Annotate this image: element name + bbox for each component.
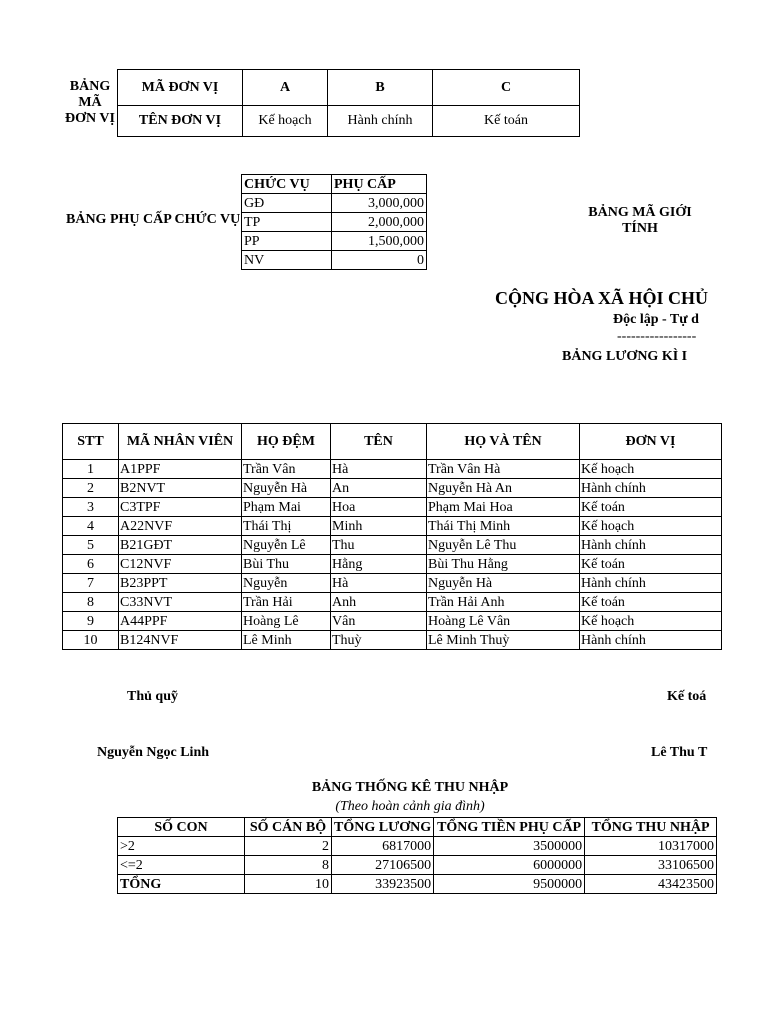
stats-count-cell[interactable]: 10 xyxy=(245,875,332,894)
col-header-last-name: HỌ ĐỆM xyxy=(242,424,331,460)
unit-cell[interactable]: Hành chính xyxy=(580,536,722,555)
first-name-cell[interactable]: Hằng xyxy=(331,555,427,574)
stt-cell[interactable]: 2 xyxy=(63,479,119,498)
gender-label-line: TÍNH xyxy=(622,221,658,236)
stt-cell[interactable]: 4 xyxy=(63,517,119,536)
first-name-cell[interactable]: Thuỳ xyxy=(331,631,427,650)
last-name-cell[interactable]: Hoàng Lê xyxy=(242,612,331,631)
full-name-cell[interactable]: Nguyễn Lê Thu xyxy=(427,536,580,555)
stats-header-total-salary: TỔNG LƯƠNG xyxy=(332,818,434,837)
allowance-position[interactable]: PP xyxy=(242,232,332,251)
full-name-cell[interactable]: Trần Vân Hà xyxy=(427,460,580,479)
first-name-cell[interactable]: Hà xyxy=(331,460,427,479)
unit-side-label-line: ĐƠN VỊ xyxy=(65,111,115,126)
stats-label-cell[interactable]: >2 xyxy=(118,837,245,856)
income-stats-table xyxy=(117,817,717,894)
unit-cell[interactable]: Hành chính xyxy=(580,631,722,650)
unit-code-cell[interactable]: C xyxy=(433,70,580,106)
col-header-employee-code: MÃ NHÂN VIÊN xyxy=(119,424,242,460)
first-name-cell[interactable]: Thu xyxy=(331,536,427,555)
full-name-cell[interactable]: Hoàng Lê Vân xyxy=(427,612,580,631)
first-name-cell[interactable]: Anh xyxy=(331,593,427,612)
stats-salary-cell[interactable]: 27106500 xyxy=(332,856,434,875)
employee-row xyxy=(63,498,722,517)
accountant-title: Kế toá xyxy=(667,689,707,704)
stt-cell[interactable]: 5 xyxy=(63,536,119,555)
employee-row xyxy=(63,536,722,555)
stt-cell[interactable]: 3 xyxy=(63,498,119,517)
unit-name-cell[interactable]: Kế toán xyxy=(433,106,580,137)
employee-row xyxy=(63,631,722,650)
income-stats-row xyxy=(118,856,717,875)
unit-table xyxy=(117,69,580,137)
unit-code-row xyxy=(118,70,580,106)
unit-cell[interactable]: Kế hoạch xyxy=(580,517,722,536)
allowance-header-row xyxy=(242,175,427,194)
full-name-cell[interactable]: Bùi Thu Hằng xyxy=(427,555,580,574)
stats-allowance-cell[interactable]: 3500000 xyxy=(434,837,585,856)
unit-name-cell[interactable]: Hành chính xyxy=(328,106,433,137)
stt-cell[interactable]: 9 xyxy=(63,612,119,631)
motto-underline: ----------------- xyxy=(617,329,697,344)
unit-cell[interactable]: Kế toán xyxy=(580,555,722,574)
first-name-cell[interactable]: Vân xyxy=(331,612,427,631)
stats-income-cell[interactable]: 33106500 xyxy=(585,856,717,875)
employee-header-row xyxy=(63,424,722,460)
employee-code-cell[interactable]: B124NVF xyxy=(119,631,242,650)
employee-code-cell[interactable]: C3TPF xyxy=(119,498,242,517)
last-name-cell[interactable]: Nguyễn xyxy=(242,574,331,593)
last-name-cell[interactable]: Bùi Thu xyxy=(242,555,331,574)
stt-cell[interactable]: 6 xyxy=(63,555,119,574)
unit-code-cell[interactable]: B xyxy=(328,70,433,106)
allowance-header-amount: PHỤ CẤP xyxy=(332,175,427,194)
stats-income-cell[interactable]: 10317000 xyxy=(585,837,717,856)
col-header-first-name: TÊN xyxy=(331,424,427,460)
col-header-stt: STT xyxy=(63,424,119,460)
full-name-cell[interactable]: Trần Hải Anh xyxy=(427,593,580,612)
employee-code-cell[interactable]: A1PPF xyxy=(119,460,242,479)
income-stats-header-row xyxy=(118,818,717,837)
gender-table-label xyxy=(580,205,700,237)
employee-row xyxy=(63,479,722,498)
col-header-unit: ĐƠN VỊ xyxy=(580,424,722,460)
allowance-row xyxy=(242,194,427,213)
stats-header-total-income: TỔNG THU NHẬP xyxy=(585,818,717,837)
stats-count-cell[interactable]: 2 xyxy=(245,837,332,856)
allowance-table xyxy=(241,174,427,270)
stats-allowance-cell[interactable]: 9500000 xyxy=(434,875,585,894)
motto: Độc lập - Tự d xyxy=(613,312,699,327)
unit-table-side-label xyxy=(62,79,118,127)
last-name-cell[interactable]: Thái Thị xyxy=(242,517,331,536)
treasurer-name: Nguyễn Ngọc Linh xyxy=(97,745,210,760)
employee-code-cell[interactable]: C33NVT xyxy=(119,593,242,612)
last-name-cell[interactable]: Trần Hải xyxy=(242,593,331,612)
stats-salary-cell[interactable]: 33923500 xyxy=(332,875,434,894)
stats-label-cell[interactable]: TỔNG xyxy=(118,875,245,894)
income-stats-body xyxy=(118,837,717,894)
unit-cell[interactable]: Kế hoạch xyxy=(580,612,722,631)
accountant-name: Lê Thu T xyxy=(651,745,708,760)
employee-row xyxy=(63,517,722,536)
full-name-cell[interactable]: Nguyễn Hà An xyxy=(427,479,580,498)
republic-heading: CỘNG HÒA XÃ HỘI CHỦ xyxy=(495,288,709,308)
unit-name-row xyxy=(118,106,580,137)
employee-code-cell[interactable]: B2NVT xyxy=(119,479,242,498)
stats-header-staff-count: SỐ CÁN BỘ xyxy=(245,818,332,837)
unit-cell[interactable]: Kế toán xyxy=(580,498,722,517)
first-name-cell[interactable]: Hoa xyxy=(331,498,427,517)
last-name-cell[interactable]: Nguyễn Hà xyxy=(242,479,331,498)
allowance-amount[interactable]: 1,500,000 xyxy=(332,232,427,251)
stats-header-total-allowance: TỔNG TIỀN PHỤ CẤP xyxy=(434,818,585,837)
unit-cell[interactable]: Kế toán xyxy=(580,593,722,612)
unit-cell[interactable]: Kế hoạch xyxy=(580,460,722,479)
unit-side-label-line: BẢNG xyxy=(69,79,111,94)
employee-code-cell[interactable]: B23PPT xyxy=(119,574,242,593)
last-name-cell[interactable]: Lê Minh xyxy=(242,631,331,650)
employee-row xyxy=(63,612,722,631)
col-header-full-name: HỌ VÀ TÊN xyxy=(427,424,580,460)
employee-code-cell[interactable]: A22NVF xyxy=(119,517,242,536)
stt-cell[interactable]: 10 xyxy=(63,631,119,650)
stt-cell[interactable]: 7 xyxy=(63,574,119,593)
income-stats-row xyxy=(118,837,717,856)
last-name-cell[interactable]: Phạm Mai xyxy=(242,498,331,517)
allowance-amount[interactable]: 3,000,000 xyxy=(332,194,427,213)
last-name-cell[interactable]: Trần Vân xyxy=(242,460,331,479)
unit-code-header: MÃ ĐƠN VỊ xyxy=(118,70,243,106)
employee-row xyxy=(63,460,722,479)
allowance-position[interactable]: NV xyxy=(242,251,332,270)
full-name-cell[interactable]: Lê Minh Thuỳ xyxy=(427,631,580,650)
stats-salary-cell[interactable]: 6817000 xyxy=(332,837,434,856)
allowance-header-position: CHỨC VỤ xyxy=(242,175,332,194)
employee-code-cell[interactable]: A44PPF xyxy=(119,612,242,631)
allowance-side-label: BẢNG PHỤ CẤP CHỨC VỤ xyxy=(66,212,241,227)
allowance-row xyxy=(242,213,427,232)
unit-name-cell[interactable]: Kế hoạch xyxy=(243,106,328,137)
stt-cell[interactable]: 8 xyxy=(63,593,119,612)
allowance-amount[interactable]: 2,000,000 xyxy=(332,213,427,232)
income-stats-row xyxy=(118,875,717,894)
income-stats-subtitle: (Theo hoàn cảnh gia đình) xyxy=(335,799,485,814)
stats-header-children: SỐ CON xyxy=(118,818,245,837)
treasurer-title: Thủ quỹ xyxy=(127,689,178,704)
unit-cell[interactable]: Hành chính xyxy=(580,574,722,593)
unit-cell[interactable]: Hành chính xyxy=(580,479,722,498)
unit-name-header: TÊN ĐƠN VỊ xyxy=(118,106,243,137)
stats-label-cell[interactable]: <=2 xyxy=(118,856,245,875)
payroll-title: BẢNG LƯƠNG KÌ I xyxy=(562,349,688,364)
stats-income-cell[interactable]: 43423500 xyxy=(585,875,717,894)
first-name-cell[interactable]: Minh xyxy=(331,517,427,536)
allowance-position[interactable]: TP xyxy=(242,213,332,232)
full-name-cell[interactable]: Phạm Mai Hoa xyxy=(427,498,580,517)
employee-row xyxy=(63,555,722,574)
last-name-cell[interactable]: Nguyễn Lê xyxy=(242,536,331,555)
stt-cell[interactable]: 1 xyxy=(63,460,119,479)
first-name-cell[interactable]: Hà xyxy=(331,574,427,593)
gender-label-line: BẢNG MÃ GIỚI xyxy=(588,205,692,220)
stats-allowance-cell[interactable]: 6000000 xyxy=(434,856,585,875)
employee-row xyxy=(63,593,722,612)
unit-side-label-line: MÃ xyxy=(78,95,102,110)
allowance-amount[interactable]: 0 xyxy=(332,251,427,270)
income-stats-title: BẢNG THỐNG KÊ THU NHẬP xyxy=(311,780,509,795)
allowance-row xyxy=(242,251,427,270)
employee-table-body xyxy=(63,460,722,650)
allowance-position[interactable]: GĐ xyxy=(242,194,332,213)
first-name-cell[interactable]: An xyxy=(331,479,427,498)
employee-table xyxy=(62,423,722,650)
full-name-cell[interactable]: Thái Thị Minh xyxy=(427,517,580,536)
unit-code-cell[interactable]: A xyxy=(243,70,328,106)
employee-code-cell[interactable]: C12NVF xyxy=(119,555,242,574)
full-name-cell[interactable]: Nguyễn Hà xyxy=(427,574,580,593)
allowance-row xyxy=(242,232,427,251)
employee-row xyxy=(63,574,722,593)
employee-code-cell[interactable]: B21GĐT xyxy=(119,536,242,555)
stats-count-cell[interactable]: 8 xyxy=(245,856,332,875)
